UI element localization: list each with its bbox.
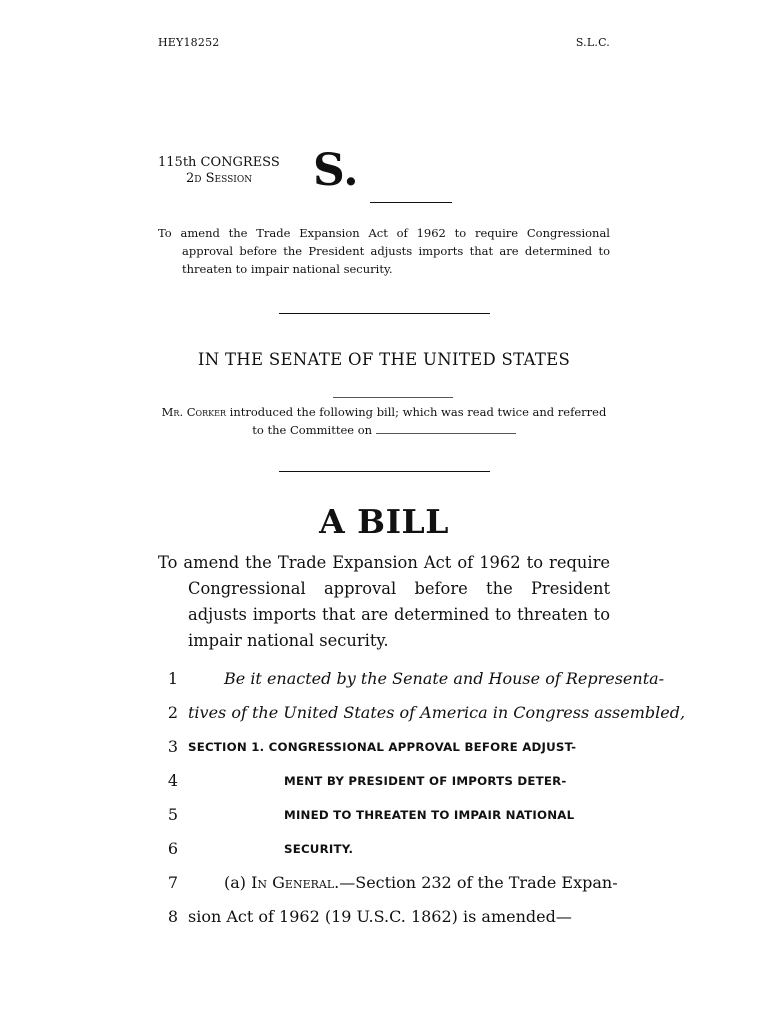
line-number: 5 <box>167 805 178 824</box>
congress-session-block <box>158 155 280 187</box>
section-heading-line: MENT BY PRESIDENT OF IMPORTS DETER- <box>284 774 567 788</box>
line-number: 1 <box>167 669 178 688</box>
header-slc: S.L.C. <box>575 36 610 49</box>
subsection-line: sion Act of 1962 (19 U.S.C. 1862) is amended— <box>188 907 572 926</box>
enacting-clause-line: Be it enacted by the Senate and House of Representa- <box>224 669 665 688</box>
section-heading-line: SECTION 1. CONGRESSIONAL APPROVAL BEFORE ADJUST- <box>188 740 577 754</box>
sponsor-name: Mr. Corker <box>161 405 226 419</box>
line-number: 6 <box>167 839 178 858</box>
header-doc-id: HEY18252 <box>158 36 220 49</box>
committee-blank <box>376 424 516 434</box>
enacting-clause-line: tives of the United States of America in Congress assembled, <box>188 703 686 722</box>
congress-label: 115th CONGRESS <box>158 155 280 170</box>
divider-rule-short <box>333 397 453 398</box>
bill-number-blank <box>370 202 452 203</box>
subsection-heading: In General <box>251 873 335 892</box>
long-title: To amend the Trade Expansion Act of 1962 to require Congressional approval before the President adjusts imports that are determined to threaten to impair national security. <box>158 553 610 650</box>
session-label: 2d Session <box>186 171 253 186</box>
subsection-text: .—Section 232 of the Trade Expan- <box>334 873 618 892</box>
section-heading-line: MINED TO THREATEN TO IMPAIR NATIONAL <box>284 808 575 822</box>
subsection-line <box>224 873 618 892</box>
line-number: 2 <box>167 703 178 722</box>
section-heading-line: SECURITY. <box>284 842 354 856</box>
bill-prefix: S. <box>313 145 359 196</box>
chamber-heading: IN THE SENATE OF THE UNITED STATES <box>197 350 571 369</box>
line-number: 8 <box>167 907 178 926</box>
line-number: 3 <box>167 737 178 756</box>
divider-rule-top <box>279 313 490 314</box>
document-type-title: A BILL <box>319 502 449 541</box>
introduction-statement <box>158 403 610 439</box>
line-number: 4 <box>167 771 178 790</box>
short-title: To amend the Trade Expansion Act of 1962 to require Congressional approval before the President adjusts imports that are determined to threaten to impair national security. <box>158 226 610 276</box>
introduction-text: introduced the following bill; which was read twice and referred to the Committee on <box>225 405 607 437</box>
line-number: 7 <box>167 873 178 892</box>
subsection-prefix: (a) <box>224 873 252 892</box>
divider-rule-bottom <box>279 471 490 472</box>
